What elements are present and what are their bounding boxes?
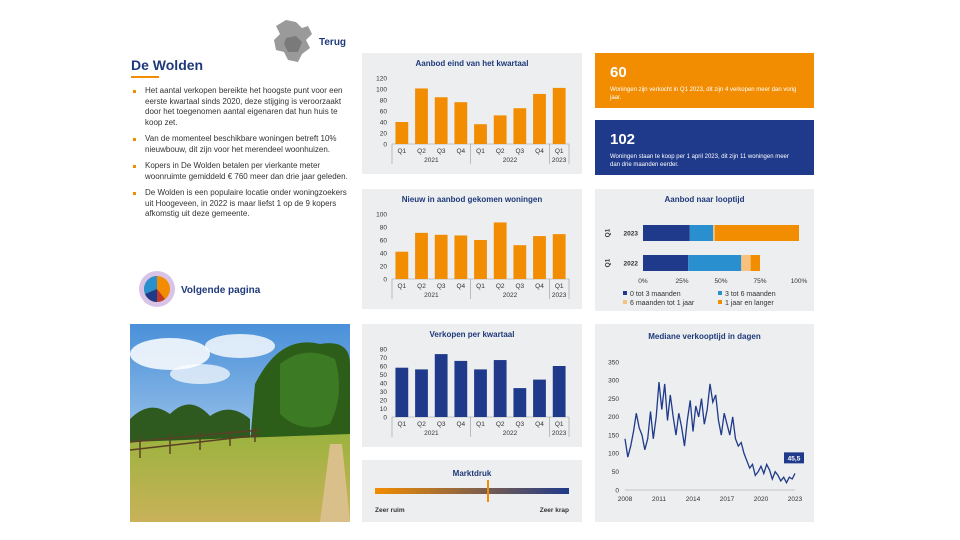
legend-swatch <box>718 291 722 295</box>
kpi-for-sale <box>595 120 814 175</box>
y-tick-label: 300 <box>608 377 619 385</box>
legend-label: 3 tot 6 maanden <box>725 291 776 298</box>
y-tick-label: 250 <box>608 395 619 403</box>
y-tick-label: 20 <box>379 130 387 138</box>
y-tick-label: 120 <box>376 75 387 83</box>
x-tick-label: Q2 <box>495 421 505 428</box>
x-tick-label: 2011 <box>652 496 666 503</box>
next-page-pie-icon[interactable] <box>138 270 176 308</box>
x-tick-label: Q1 <box>397 148 407 155</box>
x-group-label: 2023 <box>551 292 567 299</box>
y-tick-label: 200 <box>608 414 619 422</box>
bar <box>415 369 428 417</box>
y-group-label: Q1 <box>604 228 612 238</box>
legend-swatch <box>718 300 722 304</box>
x-tick-label: Q2 <box>417 148 426 155</box>
bullet-dot <box>133 138 136 141</box>
y-tick-label: 50 <box>611 469 619 477</box>
chart-title: Aanbod naar looptijd <box>664 195 745 204</box>
y-tick-label: 30 <box>379 388 387 396</box>
x-tick-label: Q3 <box>436 283 446 290</box>
y-tick-label: 150 <box>608 432 619 440</box>
bar <box>454 102 467 144</box>
legend-swatch <box>623 291 627 295</box>
x-tick-label: Q1 <box>476 148 485 155</box>
bar <box>474 124 487 144</box>
bullet-list <box>131 86 353 226</box>
chart-title: Verkopen per kwartaal <box>429 330 515 339</box>
y-tick-label: 50 <box>379 371 387 379</box>
x-tick-label: Q1 <box>554 421 564 428</box>
legend-label: 6 maanden tot 1 jaar <box>630 300 695 307</box>
x-tick-label: Q4 <box>535 148 544 155</box>
bar <box>533 380 546 417</box>
page-title: De Wolden <box>131 57 204 73</box>
x-group-label: 2023 <box>551 157 567 164</box>
x-tick-label: Q3 <box>436 421 446 428</box>
chart-looptijd-svg <box>595 189 814 311</box>
bullet-dot <box>133 90 136 93</box>
x-group-label: 2021 <box>424 292 439 299</box>
bar <box>513 388 526 417</box>
region-map-icon[interactable] <box>272 18 314 66</box>
x-tick-label: 0% <box>638 278 648 285</box>
kpi-value: 60 <box>610 64 627 81</box>
x-tick-label: Q1 <box>397 283 407 290</box>
x-tick-label: Q1 <box>397 421 407 428</box>
bar <box>395 122 408 144</box>
y-category-label: 2023 <box>623 230 638 238</box>
x-tick-label: Q2 <box>417 283 426 290</box>
x-group-label: 2021 <box>424 157 439 164</box>
stacked-bar-segment <box>713 225 715 241</box>
bar <box>553 366 566 417</box>
next-page-link[interactable]: Volgende pagina <box>181 285 261 296</box>
y-tick-label: 20 <box>379 397 387 405</box>
chart-verkooptijd-svg <box>595 324 814 522</box>
y-category-label: 2022 <box>623 260 638 268</box>
x-tick-label: Q4 <box>456 283 466 290</box>
bullet-dot <box>133 192 136 195</box>
x-tick-label: Q3 <box>436 148 446 155</box>
x-tick-label: Q1 <box>554 148 564 155</box>
kpi-value: 102 <box>610 131 636 148</box>
y-tick-label: 100 <box>608 450 619 458</box>
series-line <box>625 382 795 483</box>
stacked-bar-segment <box>643 255 688 271</box>
chart-title: Aanbod eind van het kwartaal <box>415 59 529 68</box>
back-link[interactable]: Terug <box>319 37 347 48</box>
y-tick-label: 80 <box>379 346 387 354</box>
y-tick-label: 350 <box>608 359 619 367</box>
bar <box>494 360 507 417</box>
bar <box>474 240 487 279</box>
y-tick-label: 60 <box>379 237 387 245</box>
title-underline <box>131 76 159 78</box>
y-group-label: Q1 <box>604 258 612 268</box>
stacked-bar-segment <box>690 225 713 241</box>
x-tick-label: Q4 <box>456 148 466 155</box>
x-tick-label: Q1 <box>476 421 485 428</box>
bullet-item: De Wolden is een populaire locatie onder woningzoekers uit Hoogeveen, in 2022 is maar liefst 1 op de 9 kopers afkomstig uit deze gemeente. <box>131 188 353 220</box>
chart-title: Mediane verkooptijd in dagen <box>648 332 761 341</box>
x-tick-label: Q4 <box>535 421 544 428</box>
y-tick-label: 0 <box>383 141 387 149</box>
bar <box>553 88 566 144</box>
y-tick-label: 60 <box>379 108 387 116</box>
chart-title: Marktdruk <box>452 469 492 478</box>
chart-nieuw-svg <box>362 189 582 309</box>
stacked-bar-segment <box>643 225 690 241</box>
y-tick-label: 20 <box>379 263 387 271</box>
bar <box>533 236 546 279</box>
stacked-bar-segment <box>715 225 799 241</box>
y-tick-label: 40 <box>379 380 387 388</box>
marktdruk-high-label: Zeer krap <box>539 507 569 514</box>
legend-swatch <box>623 300 627 304</box>
y-tick-label: 70 <box>379 354 387 362</box>
stacked-bar-segment <box>741 255 750 271</box>
landscape-photo <box>130 324 350 522</box>
chart-aanbod-svg <box>362 53 582 174</box>
x-tick-label: 75% <box>753 278 767 285</box>
bar <box>415 233 428 279</box>
bar <box>395 368 408 417</box>
x-tick-label: 50% <box>714 278 728 285</box>
bullet-dot <box>133 165 136 168</box>
bullet-item: Het aantal verkopen bereikte het hoogste punt voor een eerste kwartaal sinds 2020, deze stijging is veroorzaakt door het toegenomen aantal eigenaren dat hun huis te koop zet. <box>131 86 353 128</box>
bar <box>494 222 507 279</box>
x-tick-label: Q2 <box>495 148 505 155</box>
x-group-label: 2022 <box>502 292 518 299</box>
legend-label: 1 jaar en langer <box>725 300 774 307</box>
x-tick-label: 100% <box>790 278 808 285</box>
chart-verkopen-svg <box>362 324 582 447</box>
marktdruk-low-label: Zeer ruim <box>375 507 405 514</box>
x-tick-label: Q4 <box>456 421 466 428</box>
kpi-text: Woningen staan te koop per 1 april 2023, dit zijn 11 woningen meer dan drie maanden eerder. <box>610 154 789 168</box>
bar <box>435 354 448 417</box>
bar <box>435 235 448 279</box>
legend-label: 0 tot 3 maanden <box>630 291 681 298</box>
stacked-bar-segment <box>688 255 741 271</box>
bar <box>415 88 428 144</box>
bar <box>533 94 546 144</box>
x-tick-label: Q1 <box>554 283 564 290</box>
y-tick-label: 100 <box>376 211 387 219</box>
kpi-text: Woningen zijn verkocht in Q1 2023, dit zijn 4 verkopen meer dan vorig jaar. <box>610 87 797 101</box>
chart-verkopen <box>362 324 582 447</box>
bar <box>454 361 467 417</box>
x-group-label: 2021 <box>424 430 439 437</box>
y-tick-label: 80 <box>379 224 387 232</box>
x-group-label: 2023 <box>551 430 567 437</box>
x-tick-label: Q2 <box>495 283 505 290</box>
x-tick-label: 25% <box>675 278 689 285</box>
bar <box>474 369 487 417</box>
x-tick-label: Q3 <box>515 148 525 155</box>
marktdruk-gradient-bar <box>375 488 569 494</box>
bar <box>494 115 507 144</box>
marktdruk-panel <box>362 460 582 522</box>
y-tick-label: 40 <box>379 119 387 127</box>
marktdruk-marker <box>487 480 489 502</box>
y-tick-label: 40 <box>379 250 387 258</box>
bar <box>553 234 566 279</box>
bar <box>435 97 448 144</box>
x-tick-label: 2023 <box>787 496 803 503</box>
y-tick-label: 0 <box>383 276 387 284</box>
x-tick-label: 2014 <box>685 496 701 503</box>
chart-nieuw <box>362 189 582 309</box>
x-tick-label: 2008 <box>617 496 633 503</box>
bar <box>395 252 408 279</box>
x-tick-label: Q4 <box>535 283 544 290</box>
bar <box>513 245 526 279</box>
x-tick-label: Q3 <box>515 421 525 428</box>
x-tick-label: Q3 <box>515 283 525 290</box>
bar <box>513 108 526 144</box>
x-tick-label: Q2 <box>417 421 426 428</box>
end-value-label: 45,5 <box>787 455 801 463</box>
bar <box>454 235 467 279</box>
chart-aanbod <box>362 53 582 174</box>
x-tick-label: 2017 <box>719 496 735 503</box>
bullet-item: Van de momenteel beschikbare woningen betreft 10% nieuwbouw, dit zijn voor het merendeel woonhuizen. <box>131 134 353 155</box>
x-tick-label: 2020 <box>753 496 769 503</box>
kpi-sold <box>595 53 814 108</box>
chart-title: Nieuw in aanbod gekomen woningen <box>401 195 543 204</box>
x-group-label: 2022 <box>502 157 518 164</box>
y-tick-label: 10 <box>379 405 387 413</box>
x-group-label: 2022 <box>502 430 518 437</box>
bullet-item: Kopers in De Wolden betalen per vierkante meter woonruimte gemiddeld € 760 meer dan drie jaar geleden. <box>131 161 353 182</box>
chart-looptijd <box>595 189 814 311</box>
y-tick-label: 80 <box>379 97 387 105</box>
y-tick-label: 100 <box>376 86 387 94</box>
y-tick-label: 0 <box>383 414 387 422</box>
chart-verkooptijd <box>595 324 814 522</box>
y-tick-label: 0 <box>615 487 619 495</box>
x-tick-label: Q1 <box>476 283 485 290</box>
y-tick-label: 60 <box>379 363 387 371</box>
stacked-bar-segment <box>751 255 760 271</box>
